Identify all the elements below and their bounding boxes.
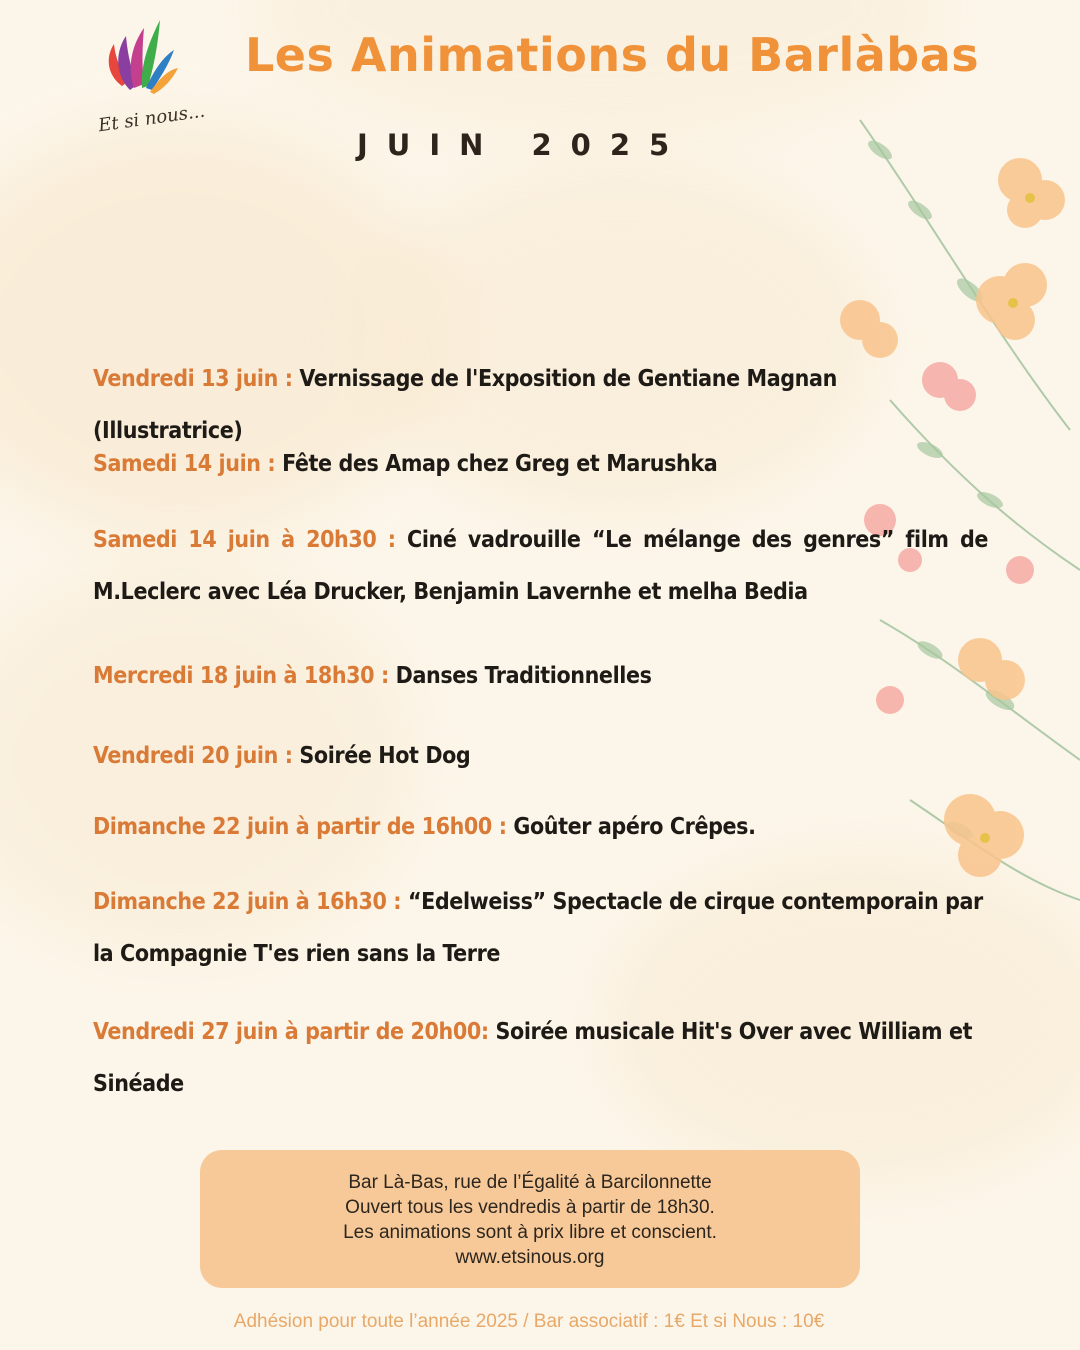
event-description: Ciné vadrouille “Le mélange des genres” film de M.Leclerc avec Léa Drucker, Benjamin Lavernhe et melha Bedia bbox=[93, 527, 988, 605]
event-date: Mercredi 18 juin à 18h30 : bbox=[93, 663, 396, 689]
info-address: Bar Là-Bas, rue de l’Égalité à Barcilonnette bbox=[348, 1172, 712, 1193]
page-title: Les Animations du Barlàbas bbox=[245, 28, 980, 82]
event-item bbox=[93, 876, 988, 980]
info-hours: Ouvert tous les vendredis à partir de 18h30. bbox=[345, 1197, 715, 1218]
event-date: Dimanche 22 juin à partir de 16h00 : bbox=[93, 814, 514, 840]
event-date: Dimanche 22 juin à 16h30 : bbox=[93, 889, 408, 915]
event-description: Fête des Amap chez Greg et Marushka bbox=[282, 451, 718, 477]
event-date: Vendredi 13 juin : bbox=[93, 366, 300, 392]
event-date: Vendredi 27 juin à partir de 20h00: bbox=[93, 1019, 496, 1045]
membership-footer: Adhésion pour toute l’année 2025 / Bar associatif : 1€ Et si Nous : 10€ bbox=[233, 1311, 825, 1332]
logo-icon bbox=[100, 14, 180, 104]
event-item bbox=[93, 730, 988, 782]
info-website-link[interactable]: www.etsinous.org bbox=[455, 1247, 605, 1268]
event-date: Samedi 14 juin à 20h30 : bbox=[93, 527, 408, 553]
event-date: Samedi 14 juin : bbox=[93, 451, 283, 477]
event-item bbox=[93, 650, 988, 702]
event-description: “Edelweiss” Spectacle de cirque contemporain par la Compagnie T'es rien sans la Terre bbox=[93, 889, 983, 967]
event-description: Goûter apéro Crêpes. bbox=[513, 814, 756, 840]
event-item bbox=[93, 801, 988, 853]
info-pricing: Les animations sont à prix libre et conscient. bbox=[343, 1222, 717, 1243]
logo-tagline: Et si nous... bbox=[97, 100, 207, 137]
info-box bbox=[200, 1150, 860, 1288]
event-description: Soirée musicale Hit's Over avec William et Sinéade bbox=[93, 1019, 973, 1097]
event-description: Soirée Hot Dog bbox=[299, 743, 471, 769]
page-subtitle: JUIN 2025 bbox=[357, 128, 689, 162]
event-description: Danses Traditionnelles bbox=[395, 663, 652, 689]
event-date: Vendredi 20 juin : bbox=[93, 743, 300, 769]
event-item bbox=[93, 514, 988, 618]
event-item bbox=[93, 438, 988, 490]
event-description: Vernissage de l'Exposition de Gentiane Magnan (Illustratrice) bbox=[93, 366, 837, 444]
event-item bbox=[93, 1006, 988, 1110]
